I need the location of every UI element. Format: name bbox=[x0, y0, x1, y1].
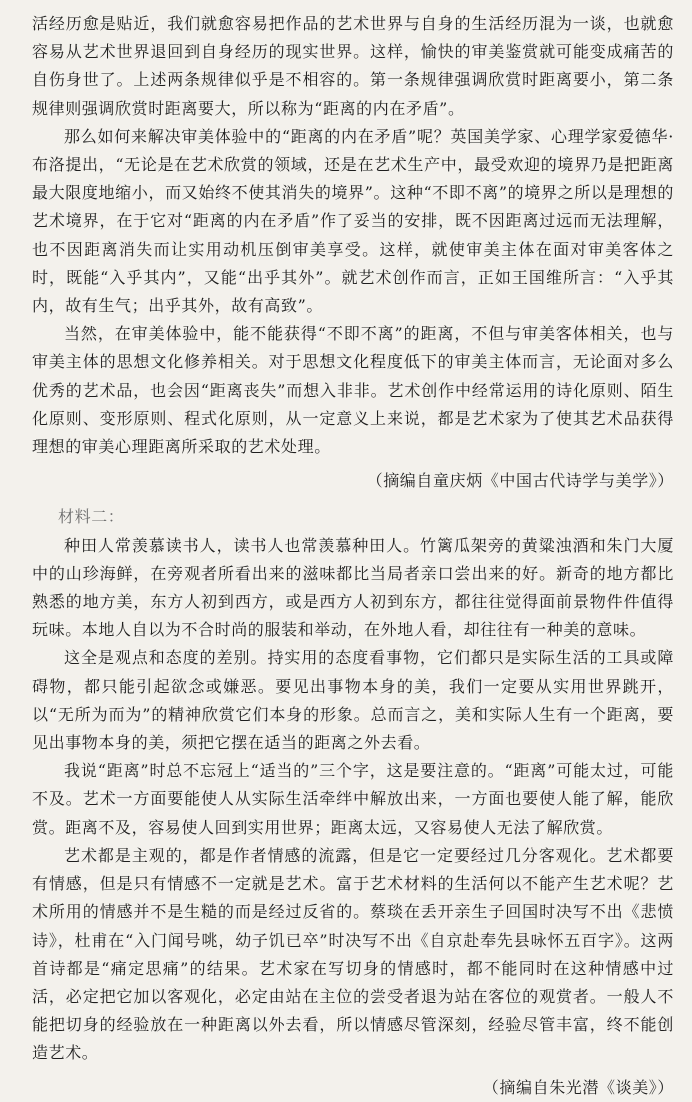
material1-paragraph-1: 活经历愈是贴近，我们就愈容易把作品的艺术世界与自身的生活经历混为一谈，也就愈容易从艺术世界退回到自身经历的现实世界。这样，愉快的审美鉴赏就可能变成痛苦的自伤身世了。上述两条规律似乎是不相容的。第一条规律强调欣赏时距离要小，第二条规律则强调欣赏时距离要大，所以称为“距离的内在矛盾”。 bbox=[32, 14, 674, 118]
material2-paragraph-4: 艺术都是主观的，都是作者情感的流露，但是它一定要经过几分客观化。艺术都要有情感，但是只有情感不一定就是艺术。富于艺术材料的生活何以不能产生艺术呢？艺术所用的情感并不是生糙的而是经过反省的。蔡琰在丢开亲生子回国时决写不出《悲愤诗》，杜甫在“入门闻号咷，幼子饥已卒”时决写不出《自京赴奉先县咏怀五百字》。这两首诗都是“痛定思痛”的结果。艺术家在写切身的情感时，都不能同时在这种情感中过活，必定把它加以客观化，必定由站在主位的尝受者退为站在客位的观赏者。一般人不能把切身的经验放在一种距离以外去看，所以情感尽管深刻，经验尽管丰富，终不能创造艺术。 bbox=[32, 845, 674, 1063]
material2-source: （摘编自朱光潜《谈美》） bbox=[482, 1077, 674, 1097]
material1-paragraph-3: 当然，在审美体验中，能不能获得“不即不离”的距离，不但与审美客体相关，也与审美主体的思想文化修养相关。对于思想文化程度低下的审美主体而言，无论面对多么优秀的艺术品，也会因“距离丧失”而想入非非。艺术创作中经常运用的诗化原则、陌生化原则、变形原则、程式化原则，从一定意义上来说，都是艺术家为了使其艺术品获得理想的审美心理距离所采取的艺术处理。 bbox=[32, 324, 674, 457]
material2-heading: 材料二： bbox=[58, 507, 125, 527]
material2-paragraph-2: 这全是观点和态度的差别。持实用的态度看事物，它们都只是实际生活的工具或障碍物，都只能引起欲念或嫌恶。要见出事物本身的美，我们一定要从实用世界跳开，以“无所为而为”的精神欣赏它们本身的形象。总而言之，美和实际人生有一个距离，要见出事物本身的美，须把它摆在适当的距离之外去看。 bbox=[32, 648, 674, 753]
material2-paragraph-3: 我说“距离”时总不忘冠上“适当的”三个字，这是要注意的。“距离”可能太过，可能不及。艺术一方面要能使人从实际生活牵绊中解放出来，一方面也要使人能了解，能欣赏。距离不及，容易使人回到实用世界；距离太远，又容易使人无法了解欣赏。 bbox=[32, 761, 674, 837]
material2-paragraph-1: 种田人常羡慕读书人，读书人也常羡慕种田人。竹篱瓜架旁的黄粱浊酒和朱门大厦中的山珍海鲜，在旁观者所看出来的滋味都比当局者亲口尝出来的好。新奇的地方都比熟悉的地方美，东方人初到西方，或是西方人初到东方，都往往觉得面前景物件件值得玩味。本地人自以为不合时尚的服装和举动，在外地人看，却往往有一种美的意味。 bbox=[32, 535, 674, 640]
material1-source: （摘编自童庆炳《中国古代诗学与美学》） bbox=[366, 471, 674, 491]
material1-paragraph-2: 那么如何来解决审美体验中的“距离的内在矛盾”呢？英国美学家、心理学家爱德华·布洛提出，“无论是在艺术欣赏的领域，还是在艺术生产中，最受欢迎的境界乃是把距离最大限度地缩小，而又始终不使其消失的境界”。这种“不即不离”的境界之所以是理想的艺术境界，在于它对“距离的内在矛盾”作了妥当的安排，既不因距离过远而无法理解，也不因距离消失而让实用动机压倒审美享受。这样，就使审美主体在面对审美客体之时，既能“入乎其内”，又能“出乎其外”。就艺术创作而言，正如王国维所言：“入乎其内，故有生气；出乎其外，故有高致”。 bbox=[32, 126, 674, 316]
